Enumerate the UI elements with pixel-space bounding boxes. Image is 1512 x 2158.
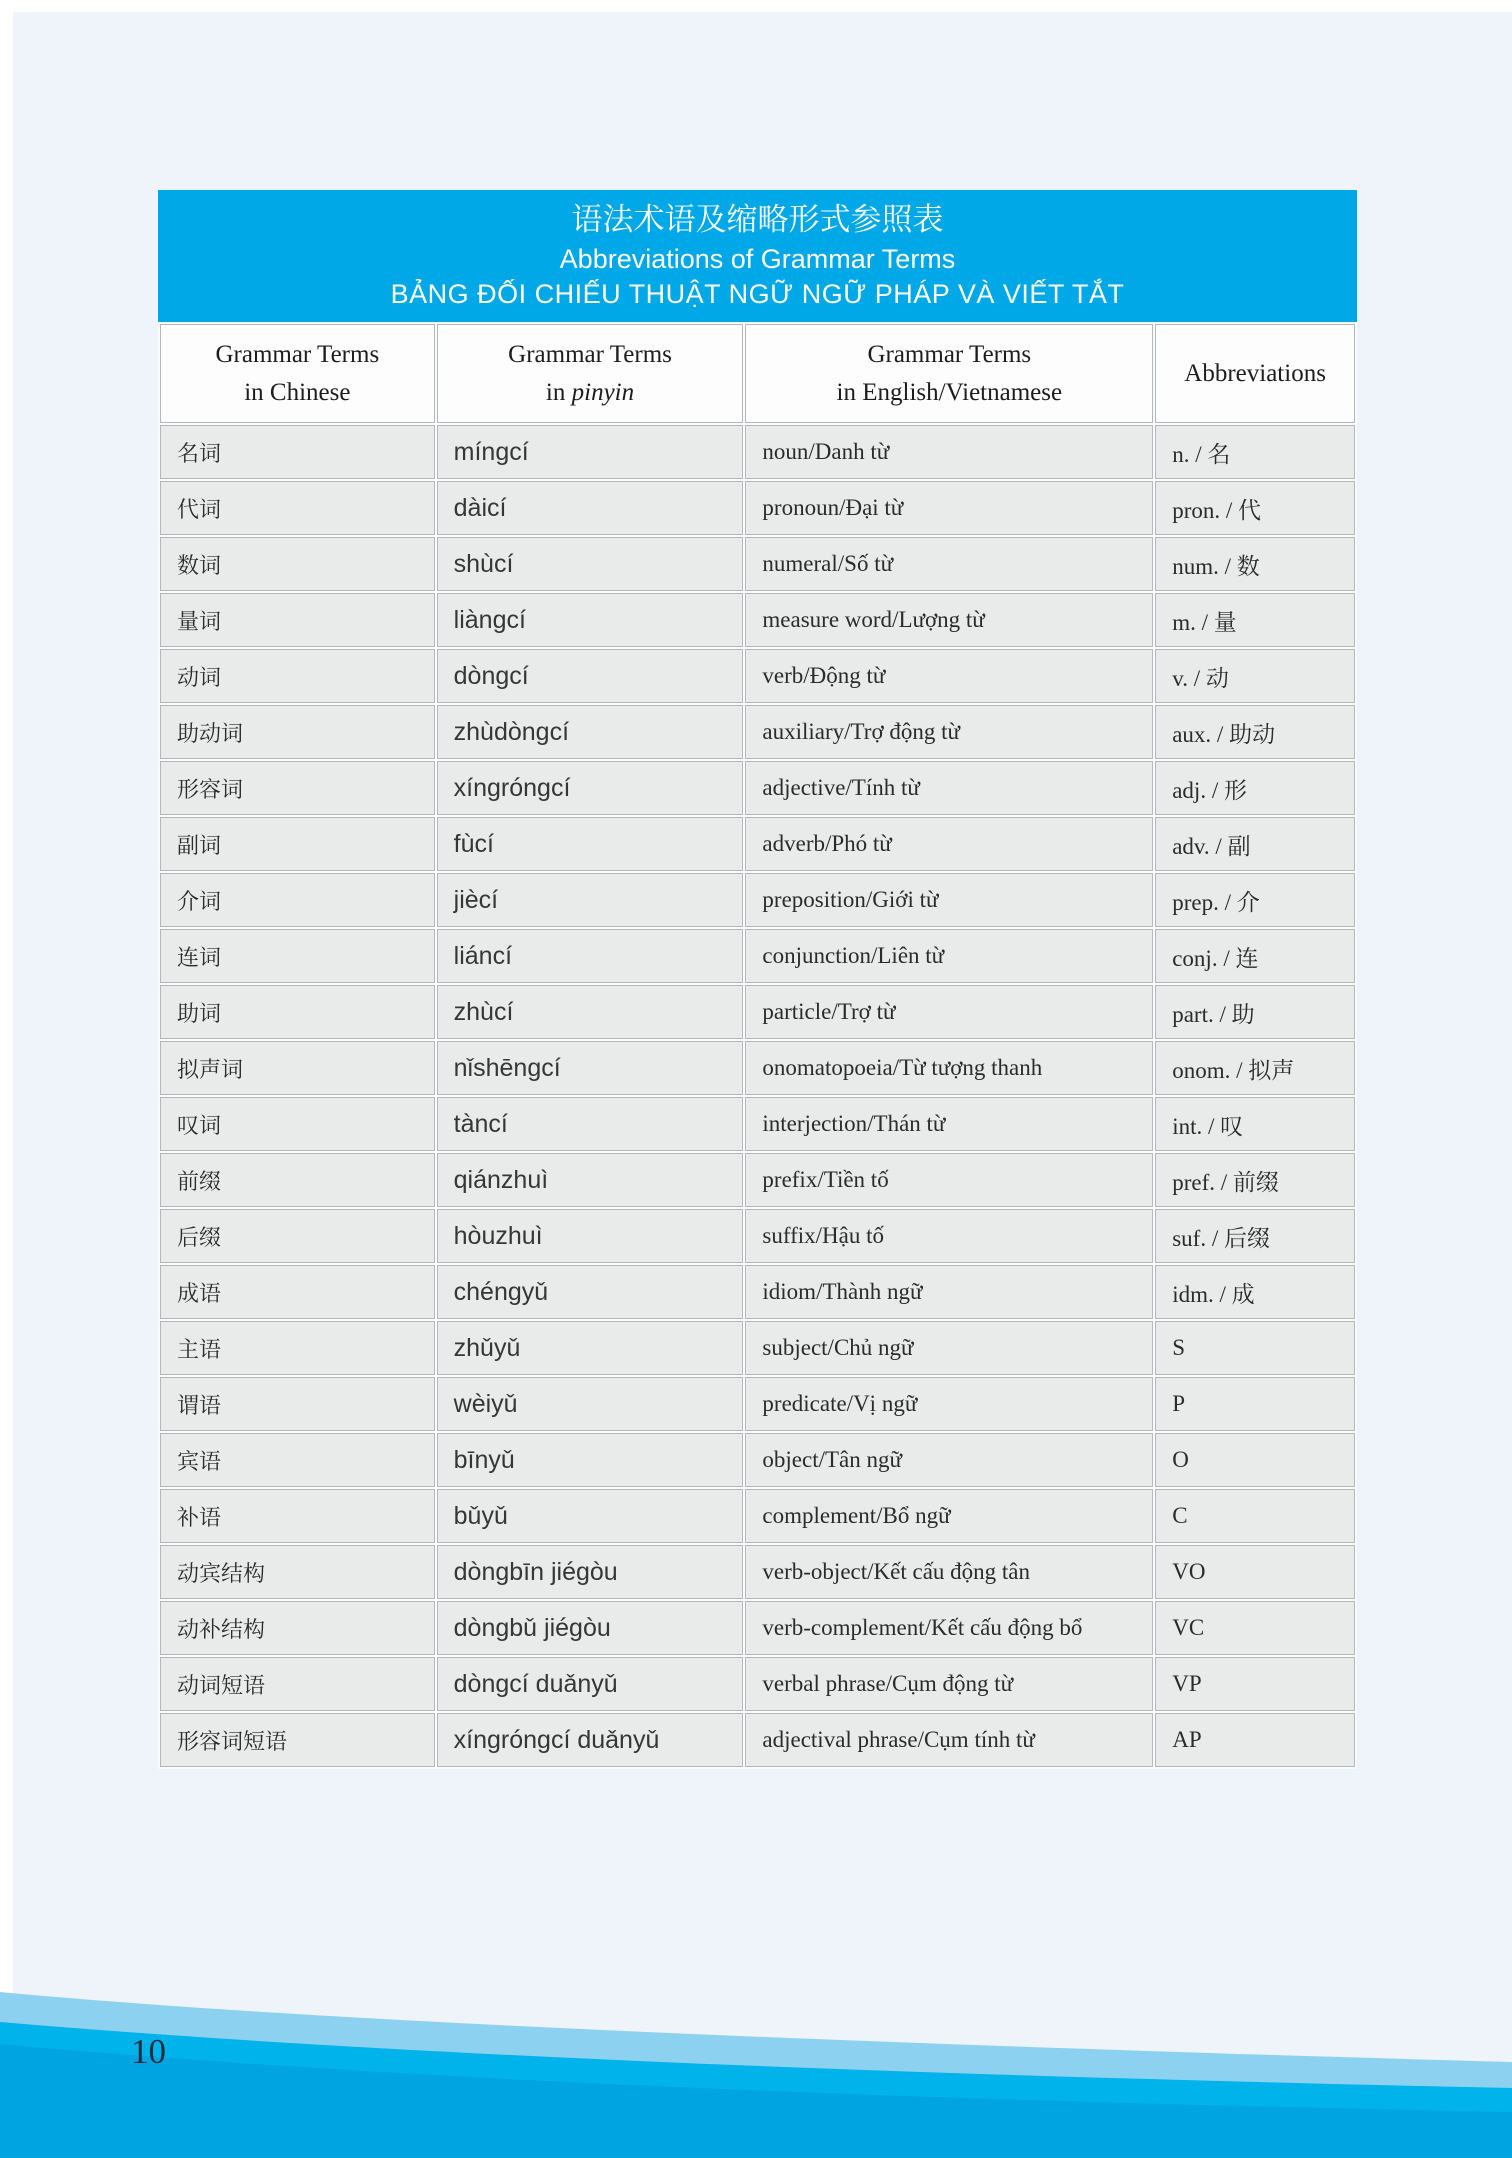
table-title-vietnamese: BẢNG ĐỐI CHIẾU THUẬT NGỮ NGỮ PHÁP VÀ VIẾT TẮT	[390, 279, 1125, 310]
table-row	[160, 873, 1355, 927]
cell-abbreviation: suf. / 后缀	[1155, 1209, 1355, 1263]
header-row	[160, 324, 1355, 423]
cell-chinese: 助词	[160, 985, 435, 1039]
cell-pinyin: dòngbīn jiégòu	[437, 1545, 744, 1599]
cell-chinese: 连词	[160, 929, 435, 983]
cell-abbreviation: prep. / 介	[1155, 873, 1355, 927]
cell-english-vietnamese: adverb/Phó từ	[745, 817, 1153, 871]
cell-abbreviation: adj. / 形	[1155, 761, 1355, 815]
cell-pinyin: hòuzhuì	[437, 1209, 744, 1263]
table-row	[160, 1209, 1355, 1263]
cell-chinese: 代词	[160, 481, 435, 535]
cell-english-vietnamese: onomatopoeia/Từ tượng thanh	[745, 1041, 1153, 1095]
table-row	[160, 1657, 1355, 1711]
cell-abbreviation: AP	[1155, 1713, 1355, 1767]
cell-english-vietnamese: measure word/Lượng từ	[745, 593, 1153, 647]
cell-pinyin: dòngbǔ jiégòu	[437, 1601, 744, 1655]
header-line: Grammar Terms	[508, 341, 672, 369]
header-line: Grammar Terms	[215, 341, 380, 369]
column-header-abbreviations	[1155, 324, 1355, 423]
cell-pinyin: qiánzhuì	[437, 1153, 744, 1207]
table-row	[160, 1601, 1355, 1655]
cell-abbreviation: adv. / 副	[1155, 817, 1355, 871]
header-line: Abbreviations	[1184, 360, 1326, 388]
cell-english-vietnamese: auxiliary/Trợ động từ	[745, 705, 1153, 759]
cell-pinyin: liáncí	[437, 929, 744, 983]
header-line: in	[545, 378, 572, 406]
header-line-italic: pinyin	[571, 378, 635, 406]
cell-abbreviation: pron. / 代	[1155, 481, 1355, 535]
cell-abbreviation: m. / 量	[1155, 593, 1355, 647]
header-line: in Chinese	[244, 378, 351, 406]
cell-abbreviation: C	[1155, 1489, 1355, 1543]
cell-pinyin: zhùcí	[437, 985, 744, 1039]
cell-chinese: 名词	[160, 425, 435, 479]
grammar-terms-table	[158, 322, 1357, 1769]
cell-chinese: 成语	[160, 1265, 435, 1319]
header-line: in English/Vietnamese	[836, 378, 1063, 406]
cell-english-vietnamese: verb/Động từ	[745, 649, 1153, 703]
table-title-banner	[158, 190, 1357, 322]
cell-abbreviation: part. / 助	[1155, 985, 1355, 1039]
cell-pinyin: nǐshēngcí	[437, 1041, 744, 1095]
cell-chinese: 动词短语	[160, 1657, 435, 1711]
cell-chinese: 宾语	[160, 1433, 435, 1487]
column-header-pinyin	[437, 324, 744, 423]
table-row	[160, 1321, 1355, 1375]
column-header-english-vietnamese	[745, 324, 1153, 423]
column-header-chinese	[160, 324, 435, 423]
table-row	[160, 593, 1355, 647]
cell-pinyin: zhǔyǔ	[437, 1321, 744, 1375]
table-row	[160, 1713, 1355, 1767]
cell-english-vietnamese: adjective/Tính từ	[745, 761, 1153, 815]
cell-chinese: 动宾结构	[160, 1545, 435, 1599]
table-row	[160, 761, 1355, 815]
cell-pinyin: míngcí	[437, 425, 744, 479]
table-row	[160, 481, 1355, 535]
cell-english-vietnamese: idiom/Thành ngữ	[745, 1265, 1153, 1319]
table-row	[160, 1041, 1355, 1095]
cell-english-vietnamese: interjection/Thán từ	[745, 1097, 1153, 1151]
cell-pinyin: dòngcí	[437, 649, 744, 703]
cell-english-vietnamese: conjunction/Liên từ	[745, 929, 1153, 983]
cell-english-vietnamese: adjectival phrase/Cụm tính từ	[745, 1713, 1153, 1767]
cell-abbreviation: num. / 数	[1155, 537, 1355, 591]
cell-english-vietnamese: verb-object/Kết cấu động tân	[745, 1545, 1153, 1599]
cell-pinyin: jiècí	[437, 873, 744, 927]
cell-english-vietnamese: suffix/Hậu tố	[745, 1209, 1153, 1263]
page-number: 10	[131, 2032, 166, 2071]
cell-chinese: 动词	[160, 649, 435, 703]
cell-english-vietnamese: verb-complement/Kết cấu động bổ	[745, 1601, 1153, 1655]
table-row	[160, 1377, 1355, 1431]
cell-english-vietnamese: pronoun/Đại từ	[745, 481, 1153, 535]
cell-english-vietnamese: numeral/Số từ	[745, 537, 1153, 591]
cell-pinyin: shùcí	[437, 537, 744, 591]
cell-chinese: 量词	[160, 593, 435, 647]
cell-chinese: 助动词	[160, 705, 435, 759]
cell-chinese: 形容词	[160, 761, 435, 815]
cell-abbreviation: idm. / 成	[1155, 1265, 1355, 1319]
table-row	[160, 1489, 1355, 1543]
cell-chinese: 数词	[160, 537, 435, 591]
cell-english-vietnamese: prefix/Tiền tố	[745, 1153, 1153, 1207]
cell-english-vietnamese: predicate/Vị ngữ	[745, 1377, 1153, 1431]
cell-pinyin: bīnyǔ	[437, 1433, 744, 1487]
table-row	[160, 537, 1355, 591]
cell-english-vietnamese: subject/Chủ ngữ	[745, 1321, 1153, 1375]
cell-chinese: 副词	[160, 817, 435, 871]
table-title-english: Abbreviations of Grammar Terms	[559, 243, 956, 274]
cell-abbreviation: VC	[1155, 1601, 1355, 1655]
table-row	[160, 817, 1355, 871]
cell-abbreviation: S	[1155, 1321, 1355, 1375]
cell-pinyin: dàicí	[437, 481, 744, 535]
cell-pinyin: fùcí	[437, 817, 744, 871]
cell-english-vietnamese: object/Tân ngữ	[745, 1433, 1153, 1487]
cell-pinyin: dòngcí duǎnyǔ	[437, 1657, 744, 1711]
cell-abbreviation: n. / 名	[1155, 425, 1355, 479]
cell-english-vietnamese: particle/Trợ từ	[745, 985, 1153, 1039]
cell-pinyin: bǔyǔ	[437, 1489, 744, 1543]
cell-english-vietnamese: verbal phrase/Cụm động từ	[745, 1657, 1153, 1711]
table-row	[160, 985, 1355, 1039]
cell-pinyin: liàngcí	[437, 593, 744, 647]
cell-abbreviation: P	[1155, 1377, 1355, 1431]
bottom-wave-decoration	[0, 1986, 1512, 2158]
cell-chinese: 谓语	[160, 1377, 435, 1431]
table-body	[160, 425, 1355, 1767]
cell-pinyin: xíngróngcí duǎnyǔ	[437, 1713, 744, 1767]
cell-abbreviation: conj. / 连	[1155, 929, 1355, 983]
cell-abbreviation: aux. / 助动	[1155, 705, 1355, 759]
cell-chinese: 前缀	[160, 1153, 435, 1207]
table-row	[160, 1433, 1355, 1487]
cell-abbreviation: pref. / 前缀	[1155, 1153, 1355, 1207]
table-row	[160, 1153, 1355, 1207]
table-row	[160, 929, 1355, 983]
table-row	[160, 1545, 1355, 1599]
table-row	[160, 649, 1355, 703]
table-row	[160, 1097, 1355, 1151]
cell-chinese: 介词	[160, 873, 435, 927]
cell-chinese: 后缀	[160, 1209, 435, 1263]
cell-chinese: 拟声词	[160, 1041, 435, 1095]
cell-chinese: 补语	[160, 1489, 435, 1543]
cell-pinyin: tàncí	[437, 1097, 744, 1151]
cell-english-vietnamese: preposition/Giới từ	[745, 873, 1153, 927]
cell-pinyin: zhùdòngcí	[437, 705, 744, 759]
cell-abbreviation: int. / 叹	[1155, 1097, 1355, 1151]
cell-abbreviation: VO	[1155, 1545, 1355, 1599]
cell-abbreviation: onom. / 拟声	[1155, 1041, 1355, 1095]
cell-pinyin: chéngyǔ	[437, 1265, 744, 1319]
header-line: Grammar Terms	[867, 341, 1032, 369]
grammar-table-block	[158, 190, 1357, 1769]
cell-abbreviation: v. / 动	[1155, 649, 1355, 703]
table-row	[160, 705, 1355, 759]
cell-chinese: 主语	[160, 1321, 435, 1375]
table-row	[160, 425, 1355, 479]
cell-chinese: 形容词短语	[160, 1713, 435, 1767]
cell-abbreviation: VP	[1155, 1657, 1355, 1711]
table-title-chinese: 语法术语及缩略形式参照表	[571, 202, 944, 237]
cell-english-vietnamese: complement/Bổ ngữ	[745, 1489, 1153, 1543]
cell-chinese: 动补结构	[160, 1601, 435, 1655]
cell-pinyin: xíngróngcí	[437, 761, 744, 815]
cell-abbreviation: O	[1155, 1433, 1355, 1487]
cell-english-vietnamese: noun/Danh từ	[745, 425, 1153, 479]
cell-pinyin: wèiyǔ	[437, 1377, 744, 1431]
table-row	[160, 1265, 1355, 1319]
cell-chinese: 叹词	[160, 1097, 435, 1151]
